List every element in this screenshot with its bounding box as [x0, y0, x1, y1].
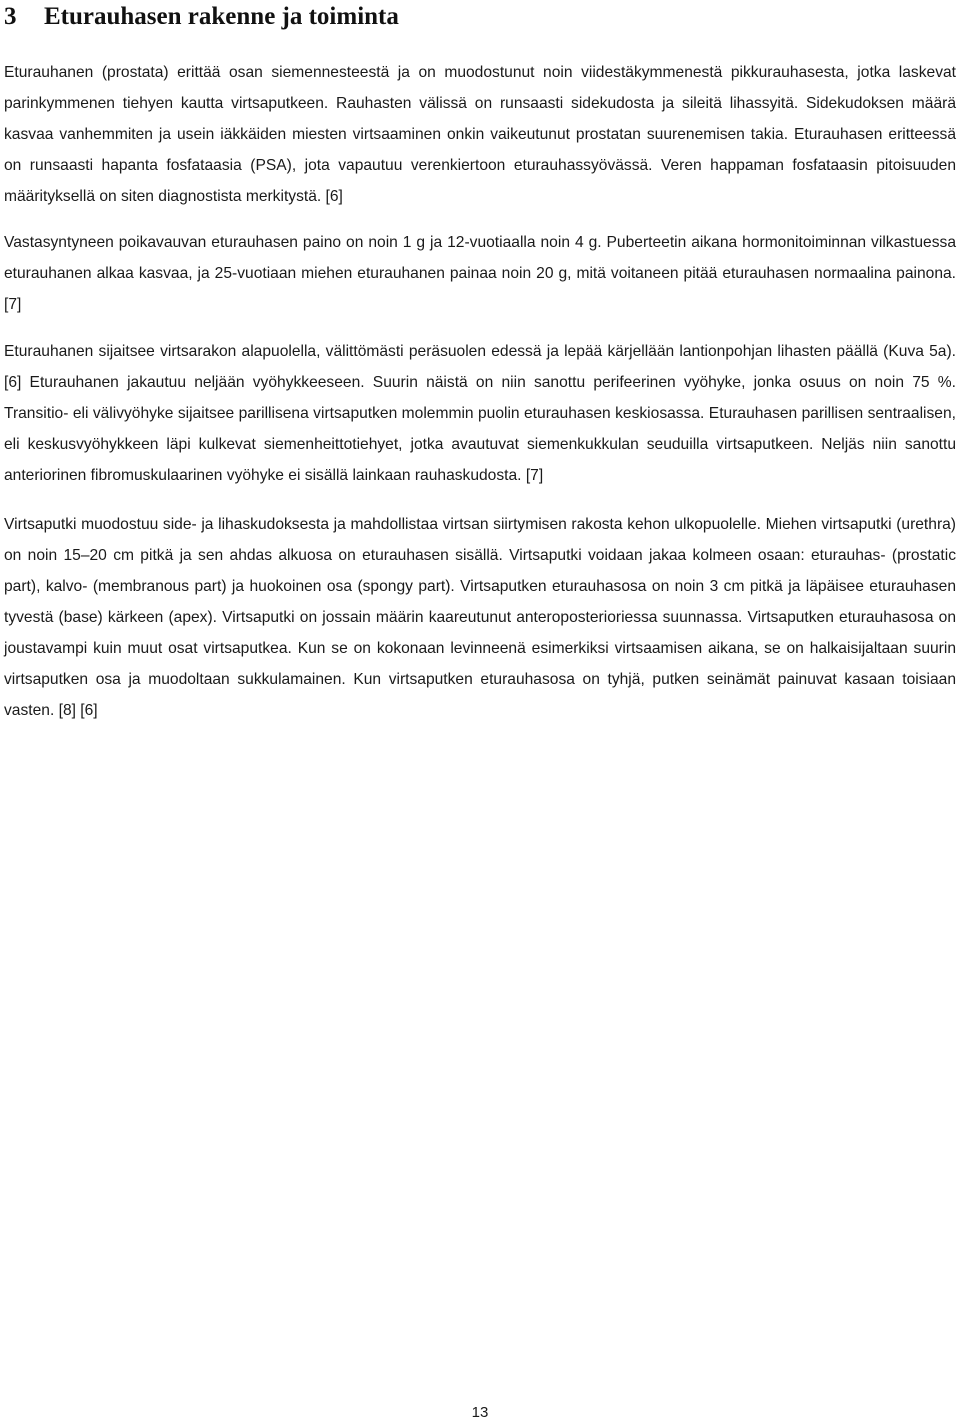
paragraph-urethra: Virtsaputki muodostuu side- ja lihaskudoksesta ja mahdollistaa virtsan siirtymisen rakosta kehon ulkopuolelle. Miehen virtsaputki (urethra) on noin 15–20 cm pitkä ja sen ahdas alkuosa on eturauhasen sisällä. Virtsaputki voidaan jakaa kolmeen osaan: eturauhas- (prostatic part), kalvo- (membranous part) ja huokoinen osa (spongy part). Virtsaputken eturauhasosa on noin 3 cm pitkä ja läpäisee eturauhasen tyvestä (base) kärkeen (apex). Virtsaputki on jossain määrin kaareutunut anteroposterioriessa suunnassa. Virtsaputken eturauhasosa on joustavampi kuin muut osat virtsaputkea. Kun se on kokonaan levinneenä esimerkiksi virtsaamisen aikana, se on halkaisijaltaan suurin virtsaputken osa ja muodoltaan sukkulamainen. Kun virtsaputken eturauhasosa on tyhjä, putken seinämät painuvat kasaan toisiaan vasten. [8] [6]	[4, 516, 956, 719]
paragraph-prostate-weight: Vastasyntyneen poikavauvan eturauhasen paino on noin 1 g ja 12-vuotiaalla noin 4 g. Puberteetin aikana hormonitoiminnan vilkastuessa eturauhanen alkaa kasvaa, ja 25-vuotiaan miehen eturauhanen painaa noin 20 g, mitä voitaneen pitää eturauhasen normaalina painona. [7]	[4, 234, 956, 313]
section-number: 3	[4, 3, 17, 30]
document-page	[4, 0, 956, 726]
section-heading	[4, 0, 956, 36]
page-number: 13	[471, 1404, 489, 1421]
paragraph-prostate-zones: Eturauhanen sijaitsee virtsarakon alapuolella, välittömästi peräsuolen edessä ja lepää kärjellään lantionpohjan lihasten päällä (Kuva 5a). [6] Eturauhanen jakautuu neljään vyöhykkeeseen. Suurin näistä on niin sanottu perifeerinen vyöhyke, jonka osuus on noin 75 %. Transitio- eli välivyöhyke sijaitsee parillisena virtsaputken molemmin puolin eturauhasen keskiosassa. Eturauhasen parillisen sentraalisen, eli keskusvyöhykkeen läpi kulkevat siemenheittotiehyet, jotka avautuvat siemenkukkulan seuduilla virtsaputkeen. Neljäs niin sanottu anteriorinen fibromuskulaarinen vyöhyke ei sisällä lainkaan rauhaskudosta. [7]	[4, 343, 956, 484]
paragraph-prostate-structure: Eturauhanen (prostata) erittää osan siemennesteestä ja on muodostunut noin viidestäkymmenestä pikkurauhasesta, jotka laskevat parinkymmenen tiehyen kautta virtsaputkeen. Rauhasten välissä on runsaasti sidekudosta ja sileitä lihassyitä. Sidekudoksen määrä kasvaa vanhemmiten ja usein iäkkäiden miesten virtsaaminen onkin vaikeutunut prostatan suurenemisen takia. Eturauhasen eritteessä on runsaasti hapanta fosfataasia (PSA), jota vapautuu verenkiertoon eturauhassyövässä. Veren happaman fosfataasin pitoisuuden määrityksellä on siten diagnostista merkitystä. [6]	[4, 64, 956, 205]
section-title: Eturauhasen rakenne ja toiminta	[44, 3, 399, 30]
